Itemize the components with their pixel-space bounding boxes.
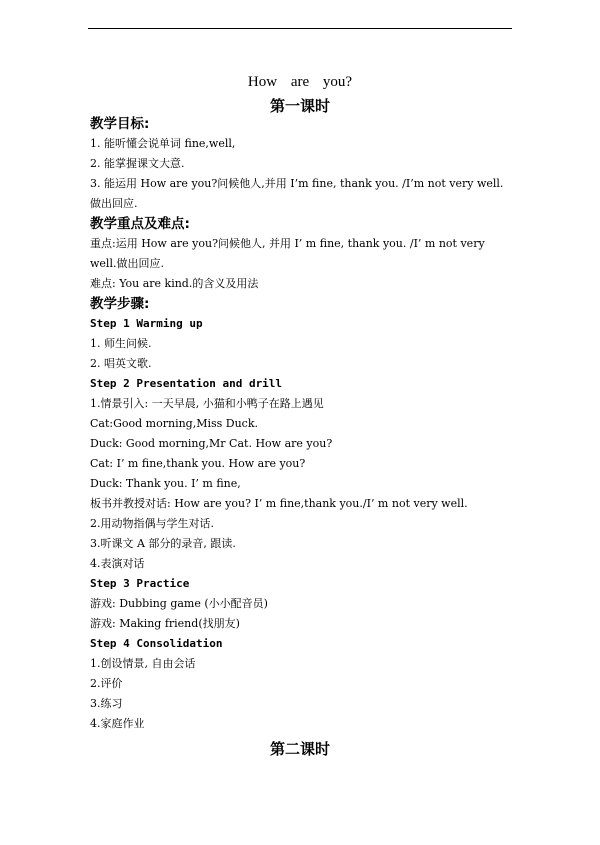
text-line: 4.表演对话 xyxy=(90,557,145,570)
text-line: 游戏: Dubbing game (小小配音员) xyxy=(90,597,268,610)
text-line: 3.听课文 A 部分的录音, 跟读. xyxy=(90,537,236,550)
dialogue-line: Duck: Thank you. I’ m fine, xyxy=(90,477,241,490)
text-line: 2.评价 xyxy=(90,677,123,690)
step-heading: Step 4 Consolidation xyxy=(90,637,223,650)
section-heading-objectives: 教学目标: xyxy=(90,116,150,132)
step-heading: Step 1 Warming up xyxy=(90,317,203,330)
text-line: 2. 能掌握课文大意. xyxy=(90,157,185,170)
dialogue-line: Cat:Good morning,Miss Duck. xyxy=(90,417,259,430)
lesson-content xyxy=(90,114,520,734)
text-line: 游戏: Making friend(找朋友) xyxy=(90,617,240,630)
lesson-one-heading: 第一课时 xyxy=(269,97,330,115)
text-line: 1.创设情景, 自由会话 xyxy=(90,657,196,670)
text-line: 2. 唱英文歌. xyxy=(90,357,152,370)
text-line: 3. 能运用 How are you?问候他人,并用 I’m fine, thank you. /I’m not very well. xyxy=(90,177,504,190)
text-line: 4.家庭作业 xyxy=(90,717,145,730)
dialogue-line: Duck: Good morning,Mr Cat. How are you? xyxy=(90,437,333,450)
lesson-two-heading: 第二课时 xyxy=(269,740,330,758)
text-line: 难点: You are kind.的含义及用法 xyxy=(90,277,259,290)
text-line: 2.用动物指偶与学生对话. xyxy=(90,517,214,530)
dialogue-line: Cat: I’ m fine,thank you. How are you? xyxy=(90,457,306,470)
text-line: 重点:运用 How are you?问候他人, 并用 I’ m fine, thank you. /I’ m not very xyxy=(90,237,485,250)
step-heading: Step 3 Practice xyxy=(90,577,190,590)
text-line: 1. 师生问候. xyxy=(90,337,152,350)
text-line: 1. 能听懂会说单词 fine,well, xyxy=(90,137,236,150)
text-line: well.做出回应. xyxy=(90,257,164,270)
step-heading: Step 2 Presentation and drill xyxy=(90,377,283,390)
header-rule xyxy=(88,28,512,29)
text-line: 1.情景引入: 一天早晨, 小猫和小鸭子在路上遇见 xyxy=(90,397,324,410)
section-heading-steps: 教学步骤: xyxy=(90,296,150,312)
text-line: 板书并教授对话: How are you? I’ m fine,thank you./I’ m not very well. xyxy=(90,497,468,510)
section-heading-key-points: 教学重点及难点: xyxy=(90,216,190,232)
text-line: 3.练习 xyxy=(90,697,123,710)
text-line: 做出回应. xyxy=(90,197,138,210)
document-title: How are you? xyxy=(247,74,353,90)
